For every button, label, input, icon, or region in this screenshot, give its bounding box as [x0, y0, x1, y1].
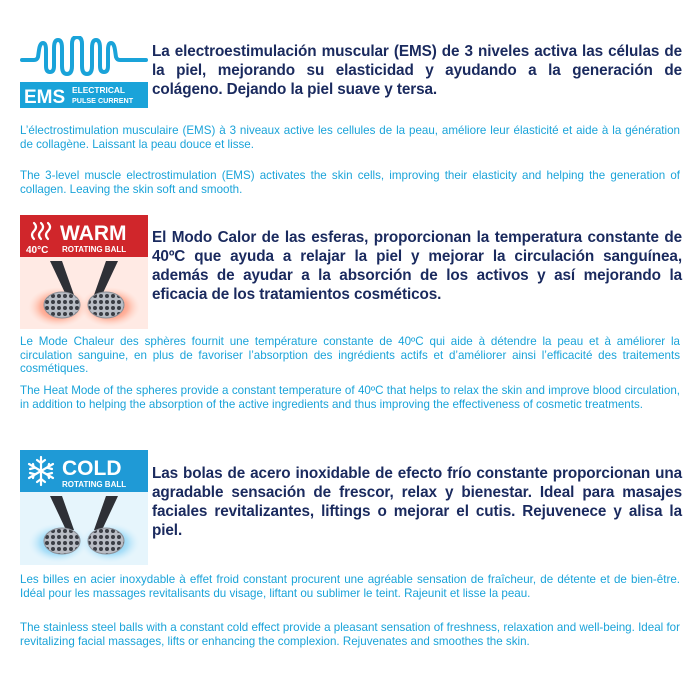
ems-text-en: The 3-level muscle electrostimulation (EMS) activates the skin cells, improving their elasticity and helping the generation of collagen. Leaving the skin soft and smooth. — [20, 169, 680, 196]
warm-badge-subtitle: ROTATING BALL — [62, 245, 127, 254]
warm-text-fr: Le Mode Chaleur des sphères fournit une température constante de 40ºC qui aide à détendre la peau et à améliorer la circulation sanguine, en plus de favoriser l’absorption des ingrédients actifs et d’améliorer ainsi l’efficacité des traitements cosmétiques. — [20, 335, 680, 375]
warm-text-es: El Modo Calor de las esferas, proporcionan la temperatura constante de 40ºC que ayuda a relajar la piel y mejorar la circulación sanguínea, además de ayudar a la absorción de los activos y así mejorando la eficacia de los tratamientos cosméticos. — [152, 229, 682, 303]
ems-text-es: La electroestimulación muscular (EMS) de 3 niveles activa las células de la piel, mejorando su elasticidad y ayudando a la generación de colágeno. Dejando la piel suave y tersa. — [152, 43, 682, 98]
warm-section — [0, 205, 700, 435]
cold-text-en: The stainless steel balls with a constant cold effect provide a pleasant sensation of freshness, relaxation and well-being. Ideal for revitalizing facial massages, lifts or enhancing the complexion. Rejuvenates and smoothes the skin. — [20, 621, 680, 648]
cold-text-es: Las bolas de acero inoxidable de efecto frío constante proporcionan una agradable sensación de frescor, relax y bienestar. Ideal para masajes faciales revitalizantes, liftings o mejorar el cutis. Rejuvenece y alisa la piel. — [152, 465, 682, 539]
cold-badge-subtitle: ROTATING BALL — [62, 480, 127, 489]
warm-text-en: The Heat Mode of the spheres provide a constant temperature of 40ºC that helps to relax the skin and improve blood circulation, in addition to helping the absorption of the active ingredients and thus improving the effectiveness of cosmetic treatments. — [20, 384, 680, 411]
ems-text-fr: L’électrostimulation musculaire (EMS) à 3 niveaux active les cellules de la peau, améliore leur élasticité et aide à la génération de collagène. Laissant la peau douce et lisse. — [20, 124, 680, 151]
cold-rollers-image — [20, 492, 148, 565]
cold-section — [0, 435, 700, 700]
warm-badge-title: WARM — [60, 222, 127, 245]
ems-badge-subtitle-2: PULSE CURRENT — [72, 96, 134, 105]
ems-badge-title: EMS — [24, 87, 66, 108]
ems-wave-icon — [22, 37, 146, 74]
cold-badge — [20, 450, 148, 565]
ems-badge-subtitle-1: ELECTRICAL — [72, 85, 126, 95]
cold-badge-title: COLD — [62, 457, 122, 480]
ems-section — [0, 0, 700, 205]
ems-badge — [20, 36, 148, 108]
cold-text-fr: Les billes en acier inoxydable à effet froid constant procurent une agréable sensation de fraîcheur, de détente et de bien-être. Idéal pour les massages revitalisants du visage, liftant ou sublimer le teint. Rajeunit et lisse la peau. — [20, 573, 680, 600]
warm-badge-temperature: 40°C — [26, 245, 49, 256]
warm-rollers-image — [20, 257, 148, 329]
warm-badge — [20, 215, 148, 329]
